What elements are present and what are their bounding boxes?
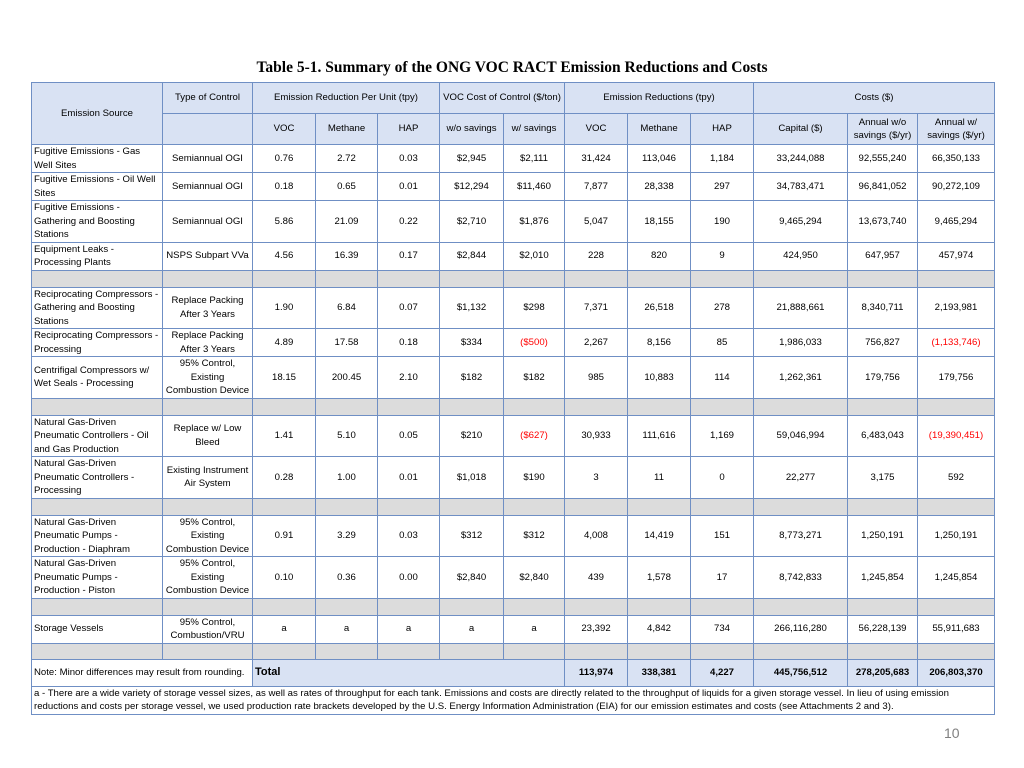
voc-reduction-cell: 7,877 xyxy=(565,173,628,201)
separator-cell xyxy=(848,498,918,515)
voc-per-unit-cell: 5.86 xyxy=(253,201,316,243)
capital-cost-cell: 266,116,280 xyxy=(754,615,848,643)
emission-source-cell: Reciprocating Compressors - Gathering and Boosting Stations xyxy=(32,287,163,329)
separator-cell xyxy=(378,398,440,415)
total-label: Total xyxy=(253,659,565,686)
cost-wo-savings-cell: $210 xyxy=(440,415,504,457)
total-voc: 113,974 xyxy=(565,659,628,686)
separator-cell xyxy=(754,598,848,615)
voc-per-unit-cell: 4.56 xyxy=(253,242,316,270)
header-emission-source: Emission Source xyxy=(32,83,163,145)
cost-w-savings-cell: a xyxy=(504,615,565,643)
separator-cell xyxy=(754,498,848,515)
header-row-1 xyxy=(32,83,995,114)
type-of-control-cell: Replace w/ Low Bleed xyxy=(163,415,253,457)
type-of-control-cell: Semiannual OGI xyxy=(163,201,253,243)
methane-per-unit-cell: 17.58 xyxy=(316,329,378,357)
voc-per-unit-cell: 4.89 xyxy=(253,329,316,357)
capital-cost-cell: 59,046,994 xyxy=(754,415,848,457)
separator-cell xyxy=(378,643,440,659)
voc-per-unit-cell: 18.15 xyxy=(253,357,316,399)
header-capital: Capital ($) xyxy=(754,114,848,145)
annual-w-savings-cell: (1,133,746) xyxy=(918,329,995,357)
hap-reduction-cell: 1,169 xyxy=(691,415,754,457)
table-title: Table 5-1. Summary of the ONG VOC RACT Emission Reductions and Costs xyxy=(256,59,768,76)
separator-cell xyxy=(378,270,440,287)
header-row-2 xyxy=(32,114,995,145)
hap-per-unit-cell: 0.07 xyxy=(378,287,440,329)
table-body xyxy=(32,145,995,660)
separator-cell xyxy=(628,498,691,515)
hap-per-unit-cell: 0.05 xyxy=(378,415,440,457)
separator-cell xyxy=(918,643,995,659)
header-reduction-methane: Methane xyxy=(628,114,691,145)
cost-wo-savings-cell: $1,132 xyxy=(440,287,504,329)
cost-w-savings-cell: $312 xyxy=(504,515,565,557)
type-of-control-cell: 95% Control, Combustion/VRU xyxy=(163,615,253,643)
separator-cell xyxy=(628,598,691,615)
separator-cell xyxy=(628,398,691,415)
hap-reduction-cell: 0 xyxy=(691,457,754,499)
cost-wo-savings-cell: $1,018 xyxy=(440,457,504,499)
table-row xyxy=(32,242,995,270)
separator-row xyxy=(32,643,995,659)
separator-cell xyxy=(504,398,565,415)
hap-per-unit-cell: 0.00 xyxy=(378,557,440,599)
methane-per-unit-cell: 21.09 xyxy=(316,201,378,243)
cost-wo-savings-cell: $2,710 xyxy=(440,201,504,243)
cost-wo-savings-cell: $312 xyxy=(440,515,504,557)
separator-cell xyxy=(848,643,918,659)
separator-cell xyxy=(918,498,995,515)
total-annual-wo: 278,205,683 xyxy=(848,659,918,686)
hap-reduction-cell: 9 xyxy=(691,242,754,270)
capital-cost-cell: 34,783,471 xyxy=(754,173,848,201)
capital-cost-cell: 33,244,088 xyxy=(754,145,848,173)
separator-cell xyxy=(504,270,565,287)
annual-w-savings-cell: 66,350,133 xyxy=(918,145,995,173)
hap-per-unit-cell: 0.22 xyxy=(378,201,440,243)
separator-row xyxy=(32,598,995,615)
type-of-control-cell: Semiannual OGI xyxy=(163,145,253,173)
type-of-control-cell: 95% Control, Existing Combustion Device xyxy=(163,515,253,557)
voc-reduction-cell: 228 xyxy=(565,242,628,270)
cost-wo-savings-cell: $12,294 xyxy=(440,173,504,201)
hap-reduction-cell: 17 xyxy=(691,557,754,599)
voc-per-unit-cell: 1.90 xyxy=(253,287,316,329)
separator-cell xyxy=(253,643,316,659)
methane-per-unit-cell: 3.29 xyxy=(316,515,378,557)
hap-per-unit-cell: 0.18 xyxy=(378,329,440,357)
hap-reduction-cell: 297 xyxy=(691,173,754,201)
header-w-savings: w/ savings xyxy=(504,114,565,145)
cost-w-savings-cell: $2,010 xyxy=(504,242,565,270)
cost-w-savings-cell: $190 xyxy=(504,457,565,499)
header-blank xyxy=(163,114,253,145)
separator-cell xyxy=(316,498,378,515)
header-annual-wo: Annual w/o savings ($/yr) xyxy=(848,114,918,145)
separator-cell xyxy=(848,598,918,615)
emission-source-cell: Fugitive Emissions - Gas Well Sites xyxy=(32,145,163,173)
table-row xyxy=(32,615,995,643)
total-annual-w: 206,803,370 xyxy=(918,659,995,686)
separator-cell xyxy=(253,398,316,415)
capital-cost-cell: 424,950 xyxy=(754,242,848,270)
header-voc-cost: VOC Cost of Control ($/ton) xyxy=(440,83,565,114)
separator-cell xyxy=(565,398,628,415)
separator-cell xyxy=(691,498,754,515)
separator-cell xyxy=(918,398,995,415)
type-of-control-cell: 95% Control, Existing Combustion Device xyxy=(163,357,253,399)
hap-per-unit-cell: a xyxy=(378,615,440,643)
table-row xyxy=(32,287,995,329)
separator-cell xyxy=(754,398,848,415)
emission-source-cell: Fugitive Emissions - Gathering and Boosting Stations xyxy=(32,201,163,243)
methane-per-unit-cell: a xyxy=(316,615,378,643)
voc-reduction-cell: 4,008 xyxy=(565,515,628,557)
hap-reduction-cell: 151 xyxy=(691,515,754,557)
annual-w-savings-cell: 55,911,683 xyxy=(918,615,995,643)
table-row xyxy=(32,415,995,457)
annual-w-savings-cell: 2,193,981 xyxy=(918,287,995,329)
cost-wo-savings-cell: $2,844 xyxy=(440,242,504,270)
annual-w-savings-cell: 1,250,191 xyxy=(918,515,995,557)
methane-reduction-cell: 1,578 xyxy=(628,557,691,599)
voc-reduction-cell: 31,424 xyxy=(565,145,628,173)
separator-cell xyxy=(32,598,163,615)
cost-wo-savings-cell: $334 xyxy=(440,329,504,357)
methane-reduction-cell: 8,156 xyxy=(628,329,691,357)
table-row xyxy=(32,457,995,499)
table-row xyxy=(32,173,995,201)
emission-source-cell: Natural Gas-Driven Pneumatic Controllers - Processing xyxy=(32,457,163,499)
header-costs: Costs ($) xyxy=(754,83,995,114)
table-row xyxy=(32,515,995,557)
separator-cell xyxy=(565,270,628,287)
separator-cell xyxy=(163,598,253,615)
methane-reduction-cell: 26,518 xyxy=(628,287,691,329)
header-reduction-per-unit: Emission Reduction Per Unit (tpy) xyxy=(253,83,440,114)
capital-cost-cell: 8,773,271 xyxy=(754,515,848,557)
capital-cost-cell: 1,986,033 xyxy=(754,329,848,357)
annual-wo-savings-cell: 3,175 xyxy=(848,457,918,499)
annual-wo-savings-cell: 96,841,052 xyxy=(848,173,918,201)
annual-w-savings-cell: 592 xyxy=(918,457,995,499)
total-capital: 445,756,512 xyxy=(754,659,848,686)
annual-wo-savings-cell: 92,555,240 xyxy=(848,145,918,173)
voc-reduction-cell: 7,371 xyxy=(565,287,628,329)
separator-cell xyxy=(163,398,253,415)
capital-cost-cell: 8,742,833 xyxy=(754,557,848,599)
cost-wo-savings-cell: $2,840 xyxy=(440,557,504,599)
hap-per-unit-cell: 0.03 xyxy=(378,515,440,557)
voc-reduction-cell: 23,392 xyxy=(565,615,628,643)
summary-table xyxy=(31,82,995,715)
voc-reduction-cell: 5,047 xyxy=(565,201,628,243)
hap-reduction-cell: 278 xyxy=(691,287,754,329)
type-of-control-cell: Semiannual OGI xyxy=(163,173,253,201)
methane-reduction-cell: 111,616 xyxy=(628,415,691,457)
hap-reduction-cell: 114 xyxy=(691,357,754,399)
separator-cell xyxy=(316,598,378,615)
annual-w-savings-cell: 457,974 xyxy=(918,242,995,270)
separator-row xyxy=(32,498,995,515)
cost-w-savings-cell: $298 xyxy=(504,287,565,329)
separator-cell xyxy=(32,643,163,659)
separator-cell xyxy=(504,643,565,659)
methane-per-unit-cell: 16.39 xyxy=(316,242,378,270)
annual-w-savings-cell: 90,272,109 xyxy=(918,173,995,201)
separator-cell xyxy=(440,498,504,515)
separator-cell xyxy=(440,398,504,415)
methane-per-unit-cell: 5.10 xyxy=(316,415,378,457)
type-of-control-cell: Replace Packing After 3 Years xyxy=(163,329,253,357)
emission-source-cell: Natural Gas-Driven Pneumatic Controllers - Oil and Gas Production xyxy=(32,415,163,457)
separator-cell xyxy=(378,498,440,515)
hap-reduction-cell: 85 xyxy=(691,329,754,357)
methane-reduction-cell: 28,338 xyxy=(628,173,691,201)
annual-w-savings-cell: 179,756 xyxy=(918,357,995,399)
hap-per-unit-cell: 0.01 xyxy=(378,173,440,201)
table-row xyxy=(32,201,995,243)
methane-per-unit-cell: 6.84 xyxy=(316,287,378,329)
separator-cell xyxy=(316,270,378,287)
methane-reduction-cell: 820 xyxy=(628,242,691,270)
voc-per-unit-cell: 1.41 xyxy=(253,415,316,457)
methane-reduction-cell: 18,155 xyxy=(628,201,691,243)
voc-reduction-cell: 3 xyxy=(565,457,628,499)
voc-per-unit-cell: a xyxy=(253,615,316,643)
cost-w-savings-cell: ($500) xyxy=(504,329,565,357)
separator-cell xyxy=(754,270,848,287)
separator-cell xyxy=(32,498,163,515)
capital-cost-cell: 21,888,661 xyxy=(754,287,848,329)
emission-source-cell: Reciprocating Compressors - Processing xyxy=(32,329,163,357)
methane-per-unit-cell: 2.72 xyxy=(316,145,378,173)
type-of-control-cell: Existing Instrument Air System xyxy=(163,457,253,499)
methane-reduction-cell: 10,883 xyxy=(628,357,691,399)
hap-per-unit-cell: 0.03 xyxy=(378,145,440,173)
methane-reduction-cell: 14,419 xyxy=(628,515,691,557)
cost-w-savings-cell: $182 xyxy=(504,357,565,399)
methane-per-unit-cell: 200.45 xyxy=(316,357,378,399)
voc-per-unit-cell: 0.91 xyxy=(253,515,316,557)
rounding-note: Note: Minor differences may result from rounding. xyxy=(32,659,253,686)
separator-cell xyxy=(918,270,995,287)
separator-row xyxy=(32,270,995,287)
voc-reduction-cell: 985 xyxy=(565,357,628,399)
separator-cell xyxy=(848,270,918,287)
header-type-of-control: Type of Control xyxy=(163,83,253,114)
hap-per-unit-cell: 0.17 xyxy=(378,242,440,270)
hap-per-unit-cell: 2.10 xyxy=(378,357,440,399)
footnote-row xyxy=(32,686,995,714)
methane-per-unit-cell: 0.36 xyxy=(316,557,378,599)
header-annual-w: Annual w/ savings ($/yr) xyxy=(918,114,995,145)
annual-wo-savings-cell: 647,957 xyxy=(848,242,918,270)
annual-wo-savings-cell: 56,228,139 xyxy=(848,615,918,643)
separator-row xyxy=(32,398,995,415)
emission-source-cell: Equipment Leaks - Processing Plants xyxy=(32,242,163,270)
voc-per-unit-cell: 0.18 xyxy=(253,173,316,201)
annual-wo-savings-cell: 1,245,854 xyxy=(848,557,918,599)
annual-wo-savings-cell: 8,340,711 xyxy=(848,287,918,329)
separator-cell xyxy=(628,643,691,659)
annual-w-savings-cell: (19,390,451) xyxy=(918,415,995,457)
hap-reduction-cell: 1,184 xyxy=(691,145,754,173)
separator-cell xyxy=(163,270,253,287)
emission-source-cell: Centrifigal Compressors w/ Wet Seals - Processing xyxy=(32,357,163,399)
table-row xyxy=(32,357,995,399)
voc-reduction-cell: 2,267 xyxy=(565,329,628,357)
header-wo-savings: w/o savings xyxy=(440,114,504,145)
total-row xyxy=(32,659,995,686)
methane-reduction-cell: 113,046 xyxy=(628,145,691,173)
type-of-control-cell: NSPS Subpart VVa xyxy=(163,242,253,270)
header-reduction-hap: HAP xyxy=(691,114,754,145)
cost-wo-savings-cell: $2,945 xyxy=(440,145,504,173)
separator-cell xyxy=(440,598,504,615)
separator-cell xyxy=(253,598,316,615)
separator-cell xyxy=(440,643,504,659)
separator-cell xyxy=(565,643,628,659)
separator-cell xyxy=(316,398,378,415)
cost-wo-savings-cell: a xyxy=(440,615,504,643)
methane-per-unit-cell: 0.65 xyxy=(316,173,378,201)
capital-cost-cell: 9,465,294 xyxy=(754,201,848,243)
capital-cost-cell: 22,277 xyxy=(754,457,848,499)
annual-wo-savings-cell: 6,483,043 xyxy=(848,415,918,457)
separator-cell xyxy=(163,498,253,515)
page-number: 10 xyxy=(944,725,960,741)
separator-cell xyxy=(163,643,253,659)
methane-reduction-cell: 11 xyxy=(628,457,691,499)
capital-cost-cell: 1,262,361 xyxy=(754,357,848,399)
separator-cell xyxy=(565,498,628,515)
cost-wo-savings-cell: $182 xyxy=(440,357,504,399)
separator-cell xyxy=(691,270,754,287)
emission-source-cell: Natural Gas-Driven Pneumatic Pumps - Production - Piston xyxy=(32,557,163,599)
separator-cell xyxy=(754,643,848,659)
hap-reduction-cell: 190 xyxy=(691,201,754,243)
separator-cell xyxy=(565,598,628,615)
separator-cell xyxy=(32,270,163,287)
separator-cell xyxy=(316,643,378,659)
separator-cell xyxy=(504,598,565,615)
methane-per-unit-cell: 1.00 xyxy=(316,457,378,499)
header-hap: HAP xyxy=(378,114,440,145)
header-voc: VOC xyxy=(253,114,316,145)
cost-w-savings-cell: $2,111 xyxy=(504,145,565,173)
annual-w-savings-cell: 9,465,294 xyxy=(918,201,995,243)
total-methane: 338,381 xyxy=(628,659,691,686)
table-row xyxy=(32,557,995,599)
hap-reduction-cell: 734 xyxy=(691,615,754,643)
hap-per-unit-cell: 0.01 xyxy=(378,457,440,499)
voc-per-unit-cell: 0.10 xyxy=(253,557,316,599)
separator-cell xyxy=(440,270,504,287)
annual-wo-savings-cell: 179,756 xyxy=(848,357,918,399)
voc-reduction-cell: 439 xyxy=(565,557,628,599)
separator-cell xyxy=(253,270,316,287)
emission-source-cell: Fugitive Emissions - Oil Well Sites xyxy=(32,173,163,201)
table-row xyxy=(32,329,995,357)
methane-reduction-cell: 4,842 xyxy=(628,615,691,643)
header-emission-reductions: Emission Reductions (tpy) xyxy=(565,83,754,114)
annual-wo-savings-cell: 1,250,191 xyxy=(848,515,918,557)
voc-per-unit-cell: 0.76 xyxy=(253,145,316,173)
cost-w-savings-cell: $1,876 xyxy=(504,201,565,243)
separator-cell xyxy=(32,398,163,415)
separator-cell xyxy=(848,398,918,415)
cost-w-savings-cell: $2,840 xyxy=(504,557,565,599)
annual-w-savings-cell: 1,245,854 xyxy=(918,557,995,599)
header-methane: Methane xyxy=(316,114,378,145)
voc-reduction-cell: 30,933 xyxy=(565,415,628,457)
voc-per-unit-cell: 0.28 xyxy=(253,457,316,499)
separator-cell xyxy=(918,598,995,615)
header-reduction-voc: VOC xyxy=(565,114,628,145)
cost-w-savings-cell: $11,460 xyxy=(504,173,565,201)
separator-cell xyxy=(253,498,316,515)
annual-wo-savings-cell: 13,673,740 xyxy=(848,201,918,243)
total-hap: 4,227 xyxy=(691,659,754,686)
type-of-control-cell: 95% Control, Existing Combustion Device xyxy=(163,557,253,599)
emission-source-cell: Storage Vessels xyxy=(32,615,163,643)
table-row xyxy=(32,145,995,173)
separator-cell xyxy=(378,598,440,615)
separator-cell xyxy=(691,398,754,415)
separator-cell xyxy=(691,598,754,615)
footnote: a - There are a wide variety of storage vessel sizes, as well as rates of throughput for each tank. Emissions and costs are directly related to the throughput of liquids for a given storage vessel. In lieu of using emission reductions and costs per storage vessel, we used production rate brackets developed by the U.S. Energy Information Administration (EIA) for our emission estimates and costs (see Attachments 2 and 3). xyxy=(32,686,995,714)
separator-cell xyxy=(628,270,691,287)
cost-w-savings-cell: ($627) xyxy=(504,415,565,457)
separator-cell xyxy=(691,643,754,659)
type-of-control-cell: Replace Packing After 3 Years xyxy=(163,287,253,329)
emission-source-cell: Natural Gas-Driven Pneumatic Pumps - Production - Diaphram xyxy=(32,515,163,557)
separator-cell xyxy=(504,498,565,515)
annual-wo-savings-cell: 756,827 xyxy=(848,329,918,357)
